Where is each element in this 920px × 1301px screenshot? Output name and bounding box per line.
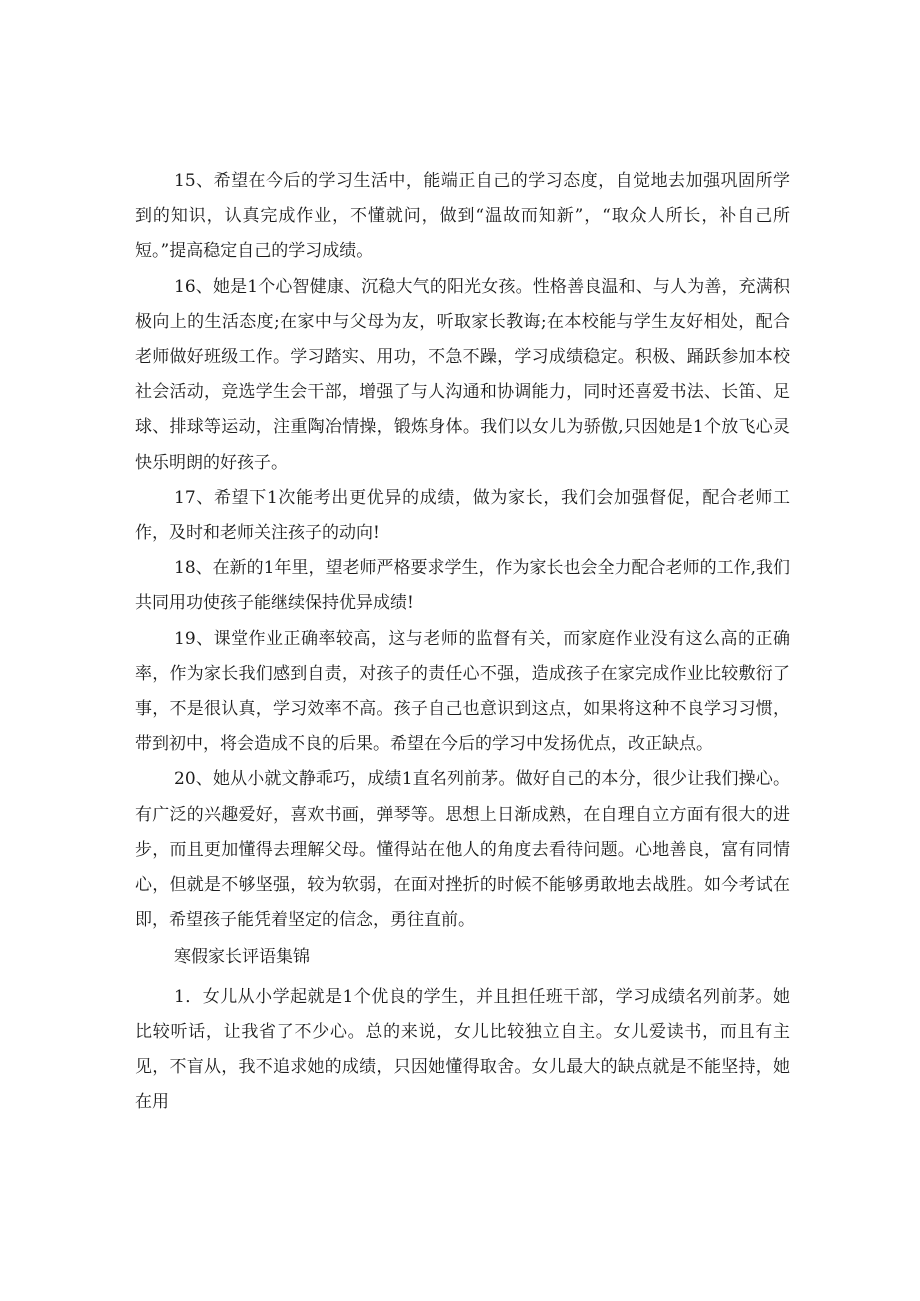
paragraph-19: 19、课堂作业正确率较高，这与老师的监督有关，而家庭作业没有这么高的正确率，作为家长我们感到自责，对孩子的责任心不强，造成孩子在家完成作业比较敷衍了事，不是很认真，学习效率不高。孩子自己也意识到这点，如果将这种不良学习习惯，带到初中，将会造成不良的后果。希望在今后的学习中发扬优点，改正缺点。 bbox=[135, 628, 790, 755]
section-paragraph-1: 1．女儿从小学起就是1个优良的学生，并且担任班干部，学习成绩名列前茅。她比较听话，让我省了不少心。总的来说，女儿比较独立自主。女儿爱读书，而且有主见，不盲从，我不追求她的成绩，只因她懂得取舍。女儿最大的缺点就是不能坚持，她在用 bbox=[135, 986, 790, 1113]
paragraph-20: 20、她从小就文静乖巧，成绩1直名列前茅。做好自己的本分，很少让我们操心。有广泛的兴趣爱好，喜欢书画，弹琴等。思想上日渐成熟，在自理自立方面有很大的进步，而且更加懂得去理解父母。懂得站在他人的角度去看待问题。心地善良，富有同情心，但就是不够坚强，较为软弱，在面对挫折的时候不能够勇敢地去战胜。如今考试在即，希望孩子能凭着坚定的信念，勇往直前。 bbox=[135, 769, 790, 931]
paragraph-16: 16、她是1个心智健康、沉稳大气的阳光女孩。性格善良温和、与人为善，充满积极向上的生活态度;在家中与父母为友，听取家长教诲;在本校能与学生友好相处，配合老师做好班级工作。学习踏实、用功，不急不躁，学习成绩稳定。积极、踊跃参加本校社会活动，竞选学生会干部，增强了与人沟通和协调能力，同时还喜爱书法、长笛、足球、排球等运动，注重陶冶情操，锻炼身体。我们以女儿为骄傲,只因她是1个放飞心灵快乐明朗的好孩子。 bbox=[135, 276, 790, 473]
document-body bbox=[135, 164, 790, 1120]
paragraph-18: 18、在新的1年里，望老师严格要求学生，作为家长也会全力配合老师的工作,我们共同用功使孩子能继续保持优异成绩! bbox=[135, 558, 790, 614]
paragraph-17: 17、希望下1次能考出更优异的成绩，做为家长，我们会加强督促，配合老师工作，及时和老师关注孩子的动向! bbox=[135, 487, 790, 544]
section-heading: 寒假家长评语集锦 bbox=[174, 947, 310, 968]
paragraph-15: 15、希望在今后的学习生活中，能端正自己的学习态度，自觉地去加强巩固所学到的知识，认真完成作业，不懂就问，做到“温故而知新”，“取众人所长，补自己所短。”提高稳定自己的学习成绩。 bbox=[135, 171, 790, 262]
